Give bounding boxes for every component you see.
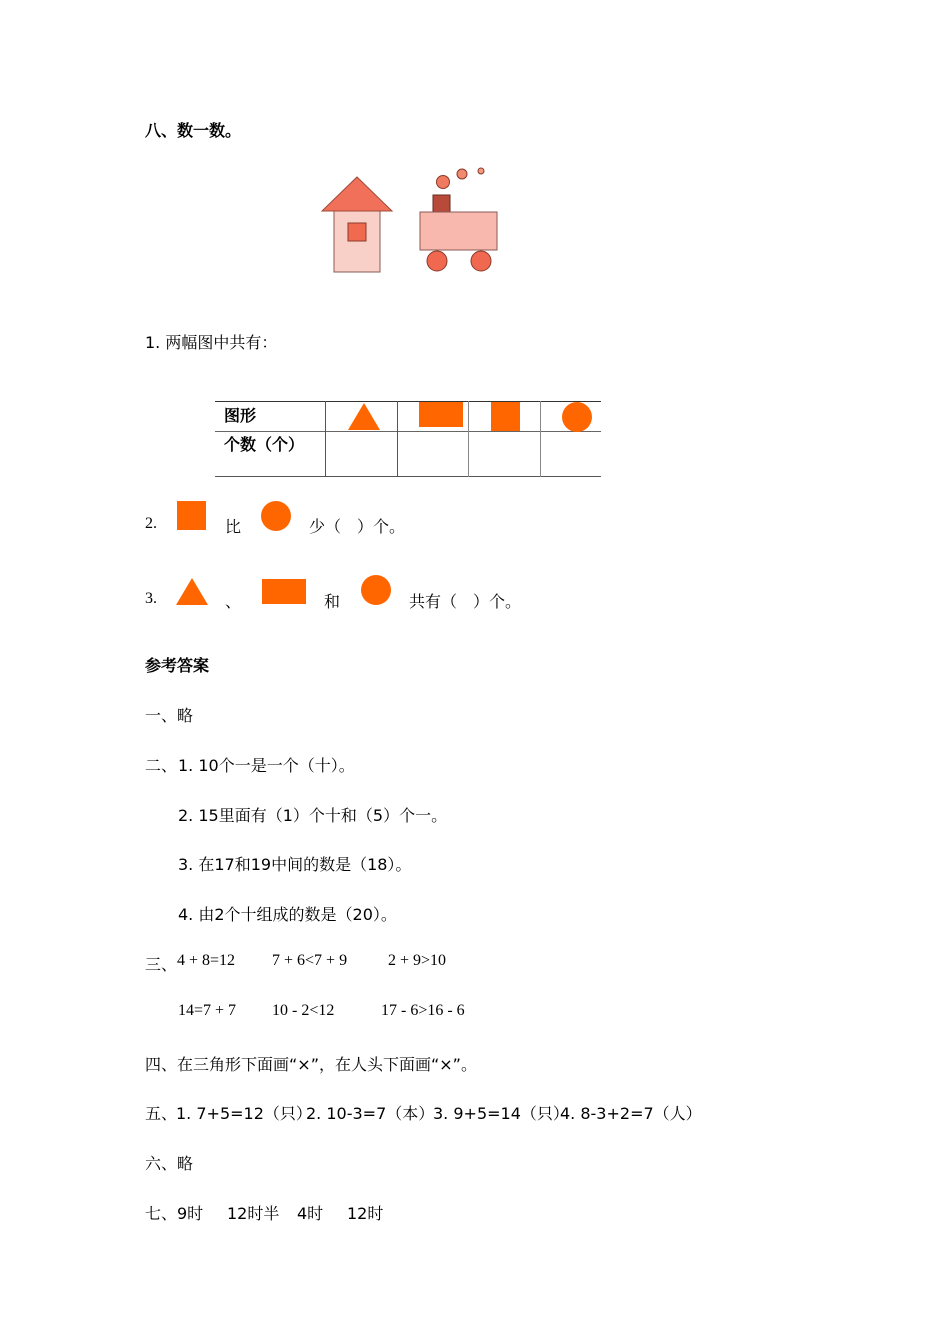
- train-wheel-right: [471, 251, 491, 271]
- house-figure: [322, 177, 392, 272]
- train-wheel-left: [427, 251, 447, 271]
- triangle-icon: [348, 403, 380, 430]
- answer-7-item-4: 12时: [347, 1204, 384, 1223]
- triangle-icon: [176, 578, 208, 605]
- table-top-border: [215, 401, 601, 402]
- train-figure: [420, 168, 497, 271]
- smoke-circle-medium: [457, 169, 467, 179]
- square-icon: [491, 402, 520, 431]
- count-cell-square[interactable]: [469, 432, 540, 476]
- answer-2-item-3: 3. 在17和19中间的数是（18）。: [178, 855, 412, 874]
- answer-3-prefix: 三、: [145, 955, 178, 974]
- table-bottom-border: [215, 476, 601, 477]
- answer-2-item-2: 2. 15里面有（1）个十和（5）个一。: [178, 806, 448, 825]
- question-2: [145, 500, 445, 540]
- answer-5-item-1: 1. 7+5=12（只）: [176, 1104, 312, 1123]
- question-1-label: [145, 330, 277, 353]
- question-3: [145, 575, 565, 615]
- answer-7-prefix: 七、: [145, 1204, 178, 1223]
- section-8-title: 八、数一数。: [145, 121, 242, 140]
- circle-icon: [261, 501, 291, 531]
- answer-3-row1-item-2: 7 + 6<7 + 9: [272, 952, 348, 969]
- circle-icon: [361, 575, 391, 605]
- answer-2-item-4: 4. 由2个十组成的数是（20）。: [178, 905, 397, 924]
- answer-4: 四、在三角形下面画“×”，在人头下面画“×”。: [145, 1055, 477, 1074]
- question-2-number: 2.: [145, 515, 157, 532]
- answer-2-prefix: 二、: [145, 756, 178, 775]
- answer-3-row1-item-1: 4 + 8=12: [177, 952, 236, 969]
- count-cell-triangle[interactable]: [326, 432, 397, 476]
- smoke-circle-large: [437, 176, 450, 189]
- square-icon: [177, 501, 206, 530]
- answer-3-row1-item-3: 2 + 9>10: [388, 952, 447, 969]
- shape-count-table: [215, 401, 601, 477]
- answer-3-row2-item-3: 17 - 6>16 - 6: [381, 1002, 465, 1019]
- answer-5-item-3: 3. 9+5=14（只）: [433, 1104, 569, 1123]
- rectangle-icon: [419, 402, 463, 427]
- answer-6: 六、略: [145, 1154, 194, 1173]
- circle-icon: [562, 402, 592, 432]
- count-cell-rectangle[interactable]: [398, 432, 468, 476]
- answer-3-row2-item-1: 14=7 + 7: [178, 1002, 237, 1019]
- house-and-train-illustration: [315, 160, 510, 280]
- answer-1: 一、略: [145, 706, 194, 725]
- house-roof-triangle: [322, 177, 392, 211]
- question-2-compare-text: 比: [225, 517, 242, 536]
- question-3-and-text: 和: [324, 592, 341, 611]
- house-window-square: [348, 223, 366, 241]
- answer-7-item-1: 9时: [177, 1204, 204, 1223]
- answer-5-item-2: 2. 10-3=7（本）: [306, 1104, 435, 1123]
- train-chimney-square: [433, 195, 450, 212]
- rectangle-icon: [262, 579, 306, 604]
- answer-5-item-4: 4. 8-3+2=7（人）: [560, 1104, 702, 1123]
- count-cell-circle[interactable]: [541, 432, 601, 476]
- row-header-count: 个数（个）: [224, 435, 305, 454]
- smoke-circle-small: [478, 168, 484, 174]
- question-3-number: 3.: [145, 590, 157, 607]
- question-3-separator: 、: [225, 592, 242, 611]
- question-1-text: 1. 两幅图中共有：: [145, 333, 278, 352]
- answer-7-item-2: 12时半: [227, 1204, 280, 1223]
- answer-2-item-1: 1. 10个一是一个（十）。: [178, 756, 355, 775]
- row-header-shape: 图形: [224, 406, 257, 425]
- answer-3-row2-item-2: 10 - 2<12: [272, 1002, 335, 1019]
- answers-title: 参考答案: [145, 656, 210, 675]
- train-body-rectangle: [420, 212, 497, 250]
- question-2-answer-blank[interactable]: 少（ ）个。: [309, 517, 406, 536]
- answer-7-item-3: 4时: [297, 1204, 324, 1223]
- answer-5-prefix: 五、: [145, 1104, 178, 1123]
- question-3-answer-blank[interactable]: 共有（ ）个。: [409, 592, 522, 611]
